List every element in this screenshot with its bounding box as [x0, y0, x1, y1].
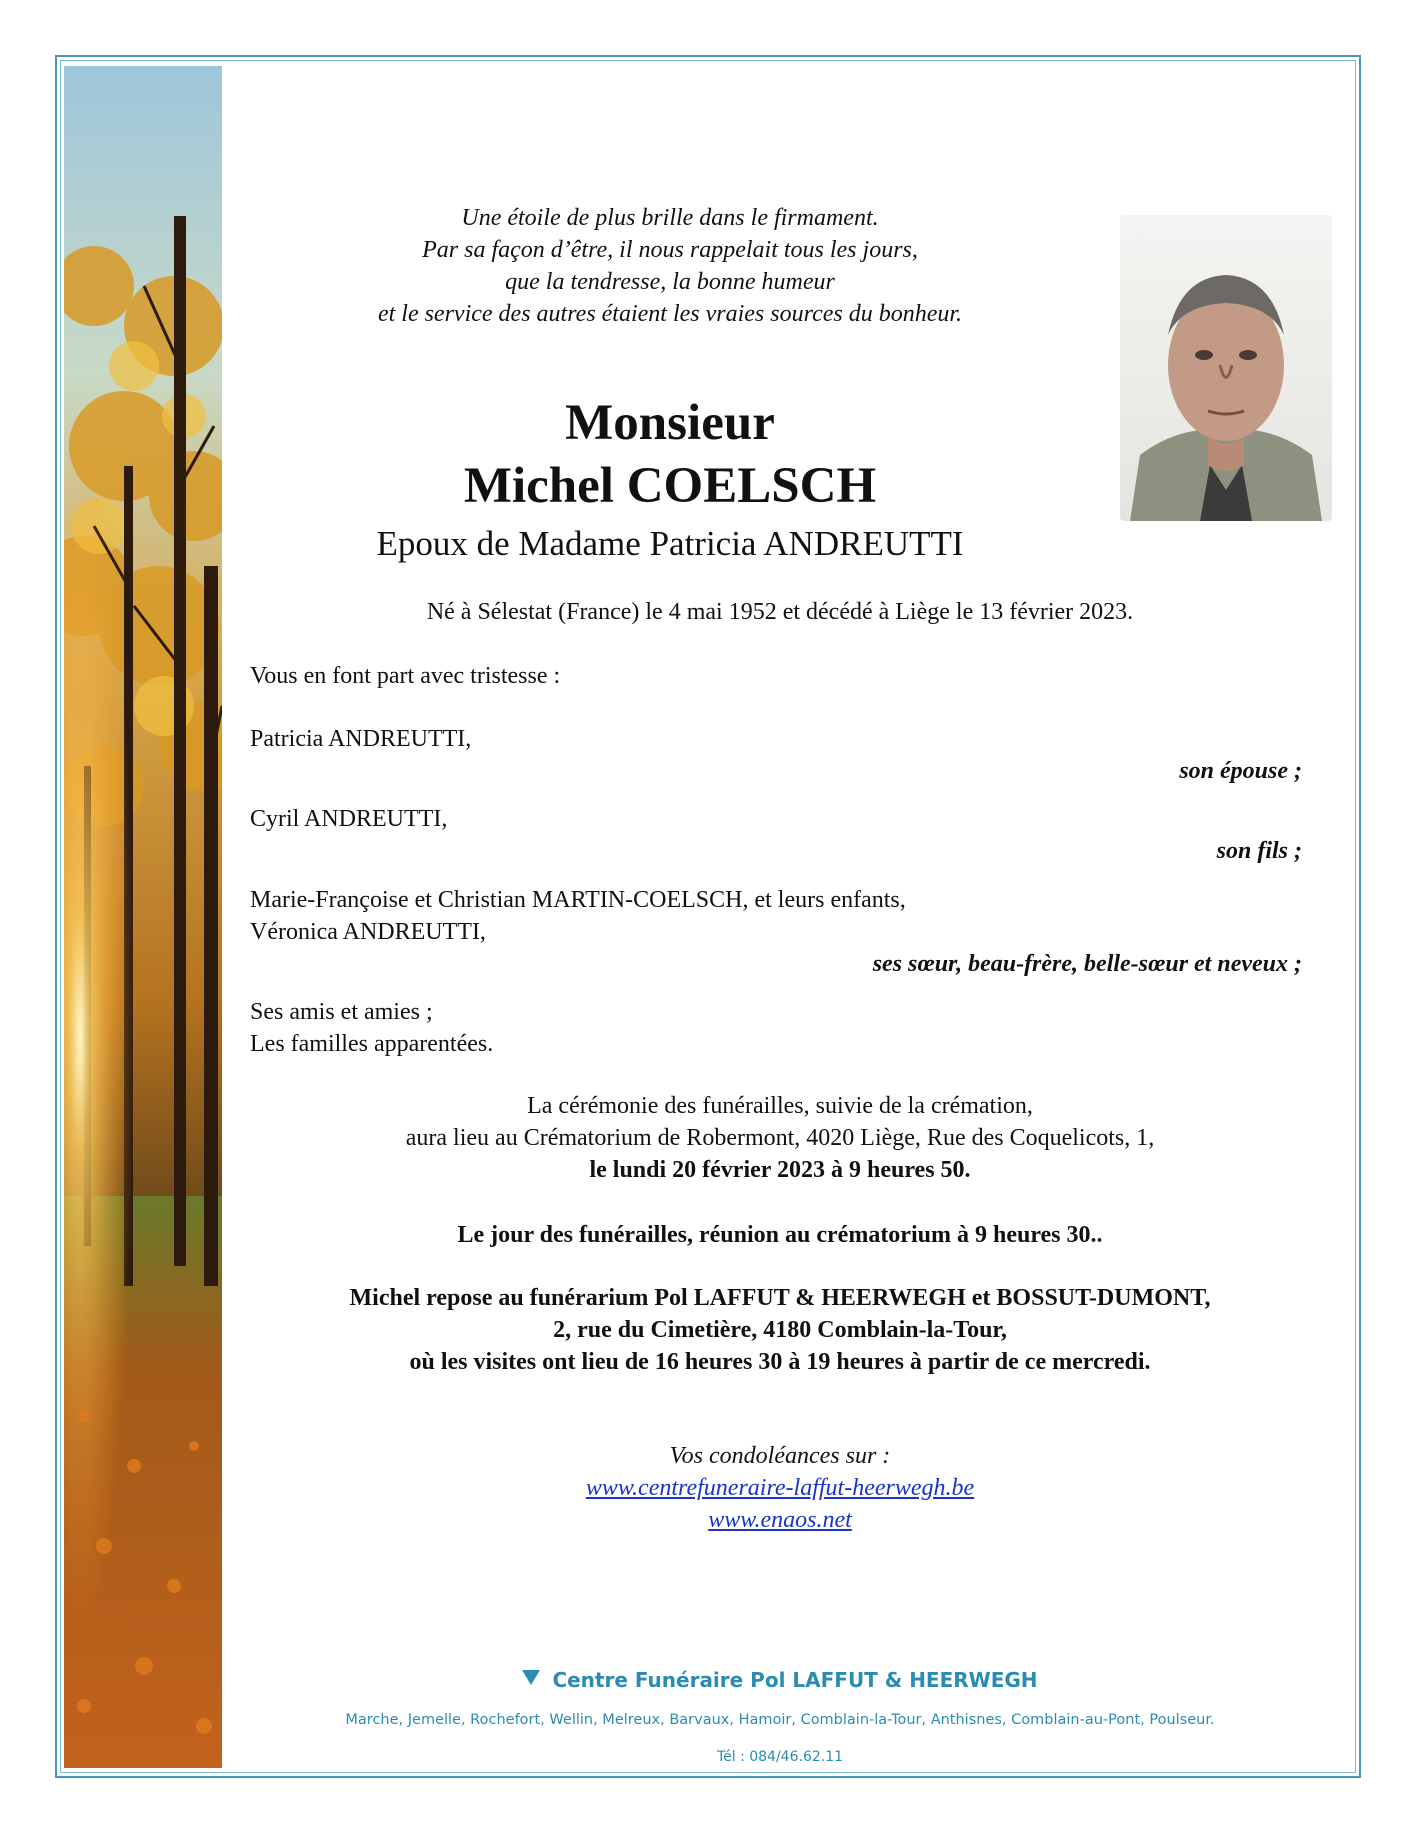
- deceased-salutation: Monsieur: [565, 395, 775, 451]
- family-name: Cyril ANDREUTTI,: [250, 806, 448, 832]
- epitaph-poem: [250, 202, 1090, 330]
- condolences-link-enaos[interactable]: www.enaos.net: [708, 1507, 852, 1533]
- family-name: Patricia ANDREUTTI,: [250, 726, 472, 752]
- family-relation: son fils ;: [1216, 838, 1302, 864]
- footer-company: [250, 1666, 1310, 1694]
- funerarium-block: [250, 1282, 1310, 1378]
- poem-line: que la tendresse, la bonne humeur: [505, 269, 835, 295]
- family-name: Marie-Françoise et Christian MARTIN-COELSCH, et leurs enfants,: [250, 887, 906, 913]
- portrait-photo: [1120, 215, 1332, 521]
- announce-intro: Vous en font part avec tristesse :: [250, 663, 561, 689]
- ceremony-date: le lundi 20 février 2023 à 9 heures 50.: [589, 1157, 971, 1183]
- footer-towns: Marche, Jemelle, Rochefort, Wellin, Melreux, Barvaux, Hamoir, Comblain-la-Tour, Anthisnes, Comblain-au-Pont, Poulseur.: [345, 1712, 1215, 1728]
- poem-line: et le service des autres étaient les vraies sources du bonheur.: [377, 301, 963, 327]
- family-relation: ses sœur, beau-frère, belle-sœur et neveux ;: [872, 951, 1302, 977]
- birth-death-line: Né à Sélestat (France) le 4 mai 1952 et décédé à Liège le 13 février 2023.: [426, 599, 1134, 625]
- funerarium-line: où les visites ont lieu de 16 heures 30 à 19 heures à partir de ce mercredi.: [409, 1349, 1151, 1375]
- autumn-forest-image: [64, 66, 222, 1768]
- gathering-line: Le jour des funérailles, réunion au crématorium à 9 heures 30..: [457, 1222, 1103, 1248]
- family-name: Véronica ANDREUTTI,: [250, 919, 486, 945]
- condolences-link-laffut[interactable]: www.centrefuneraire-laffut-heerwegh.be: [585, 1475, 975, 1501]
- triangle-down-icon: [522, 1670, 540, 1685]
- poem-line: Par sa façon d’être, il nous rappelait tous les jours,: [422, 237, 918, 263]
- poem-line: Une étoile de plus brille dans le firmament.: [461, 205, 879, 231]
- footer-company-name: Centre Funéraire Pol LAFFUT & HEERWEGH: [552, 1668, 1038, 1692]
- spouse-line: Epoux de Madame Patricia ANDREUTTI: [376, 524, 964, 563]
- others-line: Les familles apparentées.: [250, 1031, 494, 1057]
- funerarium-line: Michel repose au funérarium Pol LAFFUT & HEERWEGH et BOSSUT-DUMONT,: [349, 1285, 1211, 1311]
- ceremony-line: La cérémonie des funérailles, suivie de la crémation,: [527, 1093, 1033, 1119]
- condolences-block: [250, 1440, 1310, 1536]
- family-relation: son épouse ;: [1179, 758, 1302, 784]
- deceased-name: Michel COELSCH: [463, 458, 877, 514]
- footer-phone: Tél : 084/46.62.11: [716, 1749, 844, 1765]
- ceremony-block: [250, 1090, 1310, 1186]
- ceremony-line: aura lieu au Crématorium de Robermont, 4020 Liège, Rue des Coquelicots, 1,: [405, 1125, 1155, 1151]
- condolences-label: Vos condoléances sur :: [669, 1443, 891, 1469]
- others-line: Ses amis et amies ;: [250, 999, 433, 1025]
- funerarium-line: 2, rue du Cimetière, 4180 Comblain-la-Tour,: [553, 1317, 1007, 1343]
